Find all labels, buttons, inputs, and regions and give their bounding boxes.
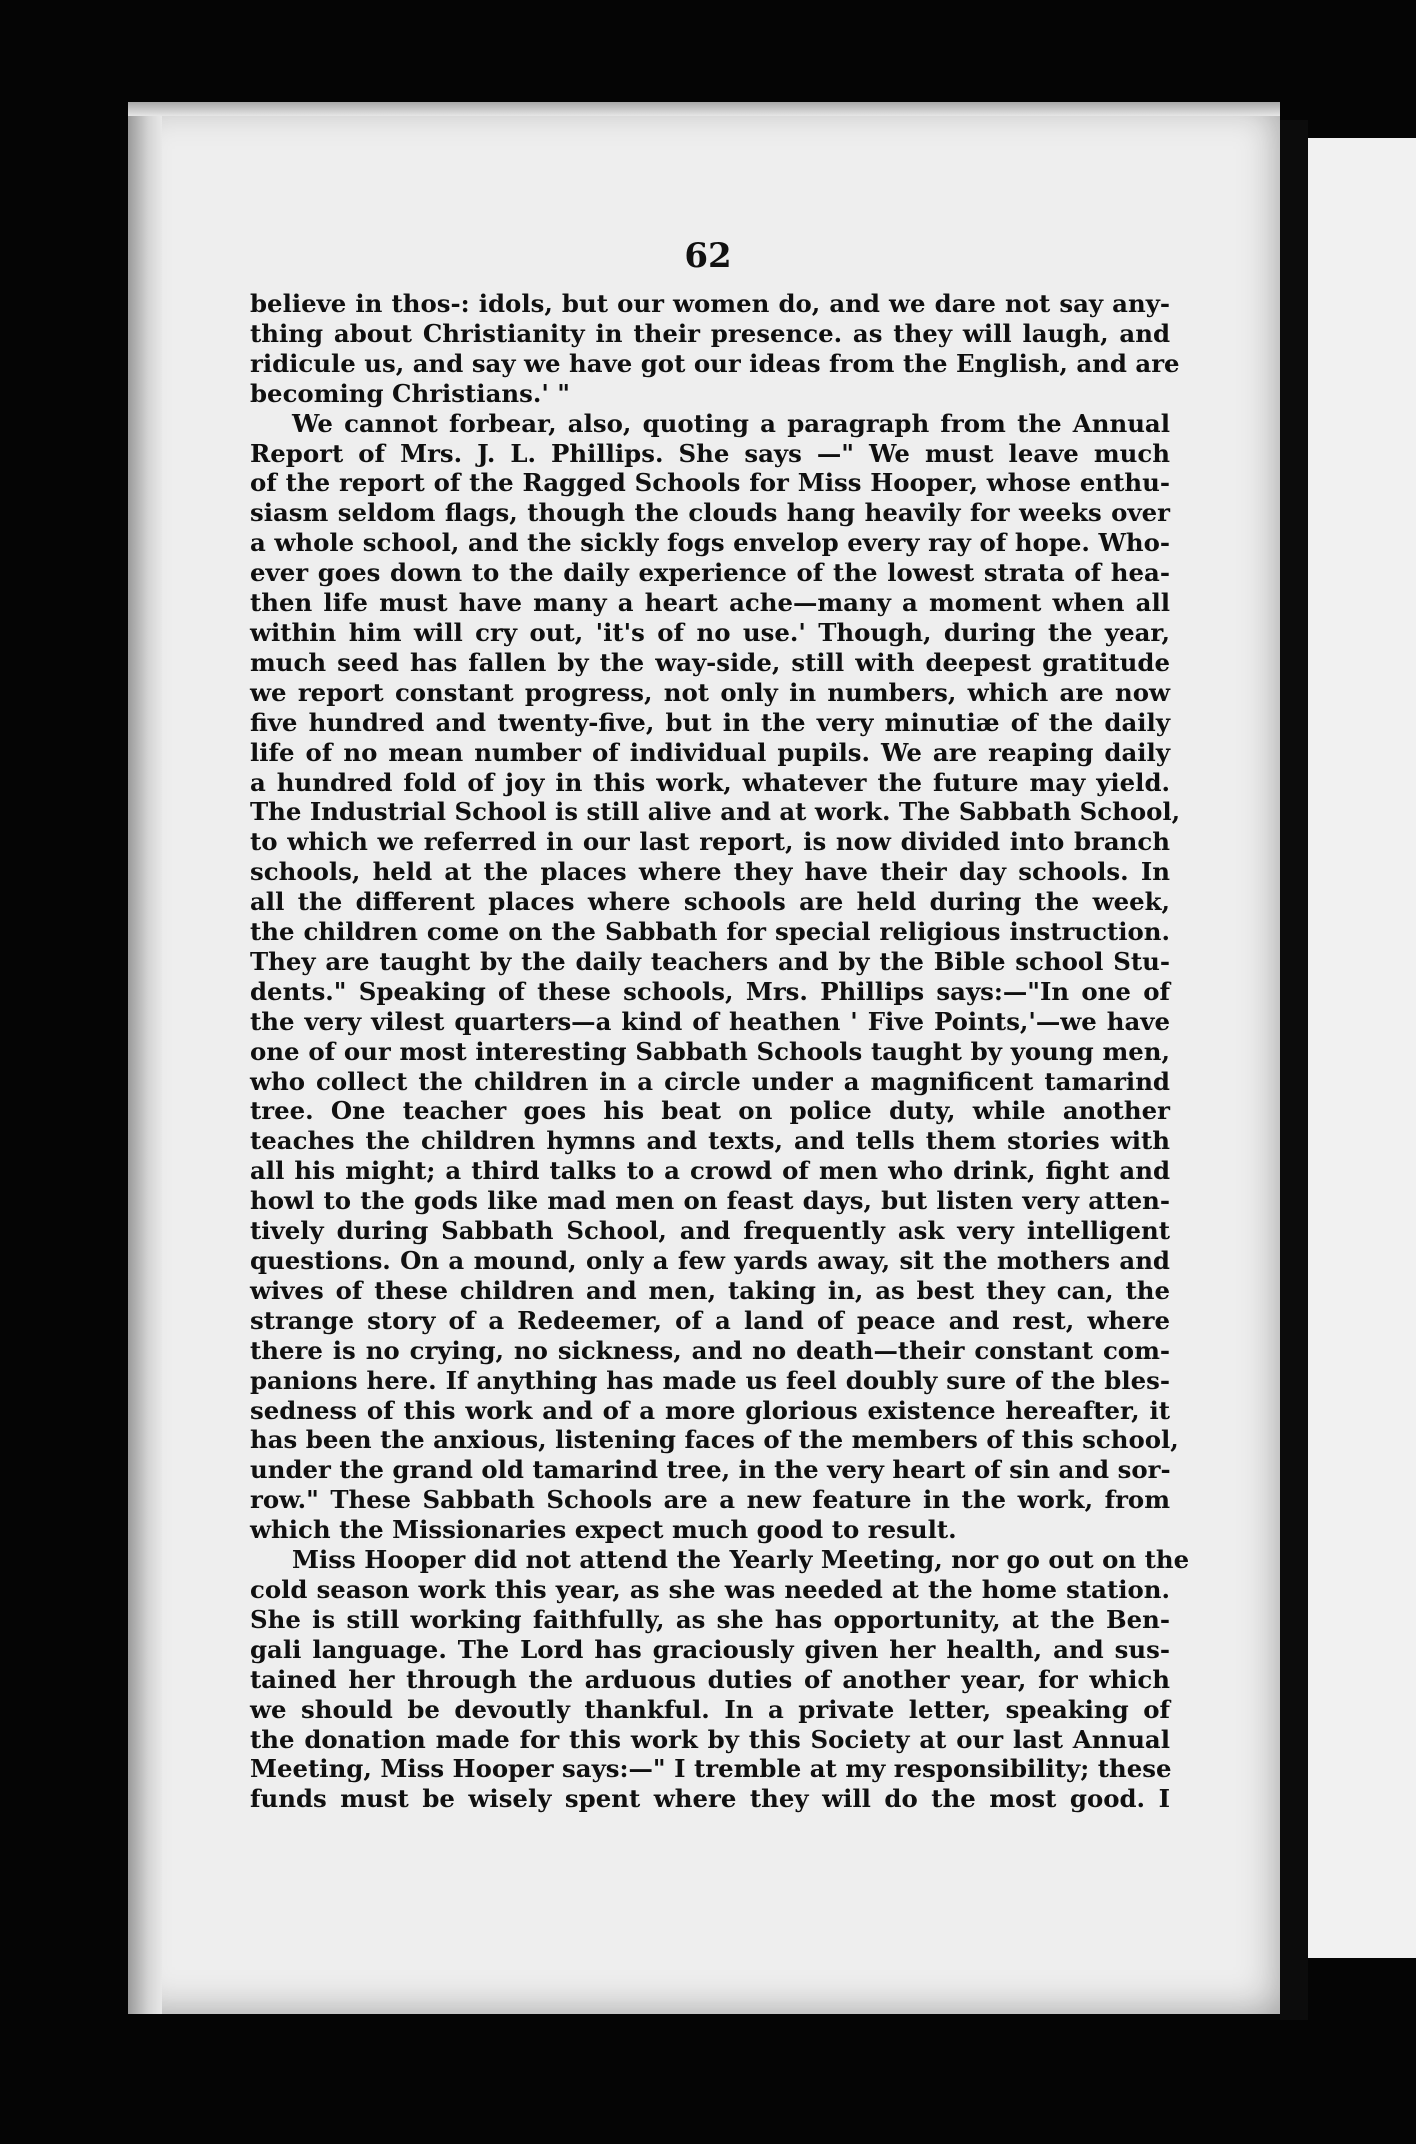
text-line: of the report of the Ragged Schools for Miss Hooper, whose enthu- (250, 468, 1170, 498)
text-line: the very vilest quarters—a kind of heathen ' Five Points,'—we have (250, 1006, 1170, 1036)
page-top-edge (128, 102, 1280, 116)
text-line: schools, held at the places where they have their day schools. In (250, 857, 1170, 887)
text-line: the children come on the Sabbath for special religious instruction. (250, 917, 1170, 947)
text-line: funds must be wisely spent where they will do the most good. I (250, 1784, 1170, 1814)
text-line: all the different places where schools are held during the week, (250, 887, 1170, 917)
text-line: panions here. If anything has made us feel doubly sure of the bles- (250, 1365, 1170, 1395)
text-line: tained her through the arduous duties of another year, for which (250, 1664, 1170, 1694)
text-line: the donation made for this work by this Society at our last Annual (250, 1724, 1170, 1754)
text-line: then life must have many a heart ache—many a moment when all (250, 588, 1170, 618)
text-line: becoming Christians.' " (250, 378, 570, 408)
text-line: ever goes down to the daily experience of the lowest strata of hea- (250, 558, 1170, 588)
text-line: wives of these children and men, taking in, as best they can, the (250, 1275, 1170, 1305)
text-line: sedness of this work and of a more glorious existence hereafter, it (250, 1395, 1170, 1425)
text-line: all his might; a third talks to a crowd of men who drink, fight and (250, 1156, 1170, 1186)
text-line: gali language. The Lord has graciously given her health, and sus- (250, 1634, 1170, 1664)
text-line: who collect the children in a circle under a magnificent tamarind (250, 1066, 1170, 1096)
facing-page-edge (1308, 138, 1416, 1958)
text-line: we should be devoutly thankful. In a private letter, speaking of (250, 1694, 1170, 1724)
book-gutter (1280, 120, 1308, 2020)
text-line: to which we referred in our last report, is now divided into branch (250, 827, 1170, 857)
text-line: believe in thos-: idols, but our women do, and we dare not say any- (250, 289, 1170, 318)
text-line: They are taught by the daily teachers and by the Bible school Stu- (250, 946, 1170, 976)
text-line: ridicule us, and say we have got our ideas from the English, and are (250, 348, 1180, 378)
text-line: strange story of a Redeemer, of a land of peace and rest, where (250, 1305, 1170, 1335)
text-line: dents." Speaking of these schools, Mrs. Phillips says:—"In one of (250, 976, 1170, 1006)
text-line: Report of Mrs. J. L. Phillips. She says —" We must leave much (250, 438, 1170, 468)
text-line: one of our most interesting Sabbath Schools taught by young men, (250, 1036, 1170, 1066)
text-line: a hundred fold of joy in this work, whatever the future may yield. (250, 767, 1170, 797)
text-line: Meeting, Miss Hooper says:—" I tremble at my responsibility; these (250, 1754, 1172, 1784)
text-line: She is still working faithfully, as she has opportunity, at the Ben- (250, 1604, 1170, 1634)
text-line: life of no mean number of individual pupils. We are reaping daily (250, 737, 1170, 767)
page-body-text (250, 289, 1190, 1814)
text-line: has been the anxious, listening faces of the members of this school, (250, 1425, 1179, 1455)
text-line: teaches the children hymns and texts, and tells them stories with (250, 1126, 1170, 1156)
text-line: within him will cry out, 'it's of no use.' Though, during the year, (250, 617, 1170, 647)
text-line: which the Missionaries expect much good to result. (250, 1515, 957, 1545)
text-line: row." These Sabbath Schools are a new feature in the work, from (250, 1485, 1170, 1515)
text-line: five hundred and twenty-five, but in the very minutiæ of the daily (250, 707, 1170, 737)
text-line: thing about Christianity in their presence. as they will laugh, and (250, 318, 1170, 348)
text-line: much seed has fallen by the way-side, still with deepest gratitude (250, 647, 1170, 677)
text-line: howl to the gods like mad men on feast days, but listen very atten- (250, 1186, 1170, 1216)
text-line: cold season work this year, as she was needed at the home station. (250, 1574, 1170, 1604)
text-line: Miss Hooper did not attend the Yearly Meeting, nor go out on the (292, 1545, 1190, 1575)
page-number: 62 (684, 236, 732, 276)
page-binding-edge (128, 102, 162, 2014)
text-line: tree. One teacher goes his beat on police duty, while another (250, 1096, 1170, 1126)
text-line: there is no crying, no sickness, and no death—their constant com- (250, 1335, 1170, 1365)
text-line: The Industrial School is still alive and at work. The Sabbath School, (250, 797, 1181, 827)
text-line: under the grand old tamarind tree, in the very heart of sin and sor- (250, 1455, 1171, 1485)
text-line: a whole school, and the sickly fogs envelop every ray of hope. Who- (250, 528, 1170, 558)
text-line: we report constant progress, not only in numbers, which are now (250, 677, 1170, 707)
text-line: tively during Sabbath School, and frequently ask very intelligent (250, 1216, 1170, 1246)
text-line: questions. On a mound, only a few yards away, sit the mothers and (250, 1246, 1170, 1275)
text-line: We cannot forbear, also, quoting a paragraph from the Annual (292, 408, 1170, 438)
text-line: siasm seldom flags, though the clouds hang heavily for weeks over (250, 498, 1170, 528)
